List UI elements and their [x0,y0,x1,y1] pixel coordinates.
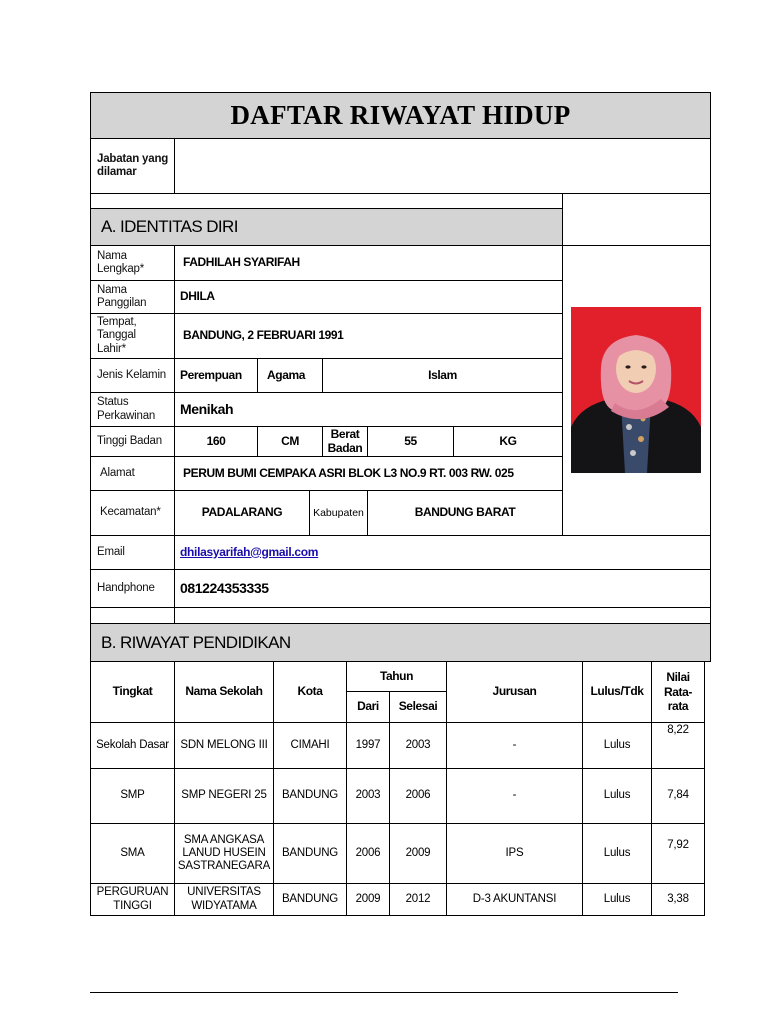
kecamatan-label: Kecamatan* [100,506,161,519]
row3-jurusan: IPS [505,846,524,859]
tinggi-value: 160 [206,433,226,448]
ttl-value: BANDUNG, 2 FEBRUARI 1991 [183,328,344,343]
th-nama-sekolah: Nama Sekolah [185,684,263,699]
agama-label: Agama [267,367,306,382]
nama-lengkap-label: Nama Lengkap* [97,249,144,275]
row1-dari: 1997 [355,738,381,751]
status-value: Menikah [180,401,234,418]
section-a-heading: A. IDENTITAS DIRI [101,217,238,237]
row3-kota: BANDUNG [281,846,339,859]
tinggi-label: Tinggi Badan [97,434,162,447]
row4-lulus: Lulus [603,892,631,905]
th-tahun: Tahun [379,668,414,683]
nama-panggilan-label: Nama Panggilan [97,283,147,309]
row3-dari: 2006 [355,846,381,859]
th-tingkat: Tingkat [112,684,153,699]
section-b-heading: B. RIWAYAT PENDIDIKAN [101,632,291,652]
row2-nilai: 7,84 [667,789,689,802]
status-label: Status Perkawinan [97,396,156,422]
row2-lulus: Lulus [603,789,631,802]
row3-tingkat: SMA [120,846,145,859]
nama-lengkap-value: FADHILAH SYARIFAH [183,255,300,270]
row1-tingkat: Sekolah Dasar [96,738,169,751]
page-title: DAFTAR RIWAYAT HIDUP [230,99,571,130]
th-lulus: Lulus/Tdk [590,684,644,699]
row3-selesai: 2009 [405,846,431,859]
alamat-label: Alamat [100,466,135,479]
row1-lulus: Lulus [603,738,631,751]
alamat-value: PERUM BUMI CEMPAKA ASRI BLOK L3 NO.9 RT. 003 RW. 025 [183,465,514,480]
row2-dari: 2003 [355,789,381,802]
kecamatan-value: PADALARANG [201,505,283,520]
th-kota: Kota [297,684,323,699]
row1-nilai: 8,22 [667,724,689,737]
row4-dari: 2009 [355,892,381,905]
jenis-kelamin-value: Perempuan [180,367,242,382]
footer-rule [90,992,678,993]
jenis-kelamin-label: Jenis Kelamin [97,368,166,381]
row1-selesai: 2003 [405,738,431,751]
th-jurusan: Jurusan [492,684,537,699]
berat-value: 55 [404,433,417,448]
row3-sekolah: SMA ANGKASA LANUD HUSEIN SASTRANEGARA [177,833,271,873]
th-nilai: Nilai Rata-rata [663,670,692,714]
nama-panggilan-value: DHILA [180,289,215,304]
row3-lulus: Lulus [603,846,631,859]
email-value-cell [180,536,560,569]
agama-value: Islam [428,367,457,382]
berat-unit: KG [499,433,517,448]
row2-jurusan: - [512,789,517,802]
row1-jurusan: - [512,738,517,751]
handphone-label: Handphone [97,581,155,594]
row3-nilai: 7,92 [667,839,689,852]
profile-photo [571,307,701,473]
th-dari: Dari [357,699,379,714]
row4-jurusan: D-3 AKUNTANSI [472,892,557,905]
jabatan-value [180,139,700,193]
row1-kota: CIMAHI [290,738,330,751]
row4-nilai: 3,38 [667,892,689,905]
email-label: Email [97,545,125,558]
row4-kota: BANDUNG [281,892,339,905]
row4-sekolah: UNIVERSITAS WIDYATAMA [187,886,261,912]
row2-kota: BANDUNG [281,789,339,802]
berat-label: Berat Badan [327,426,363,455]
jabatan-label: Jabatan yang dilamar [97,152,169,178]
profile-photo-image [571,307,701,473]
th-selesai: Selesai [398,699,438,714]
email-link[interactable]: dhilasyarifah@gmail.com [180,544,319,559]
row2-tingkat: SMP [120,789,145,802]
ttl-label: Tempat, Tanggal Lahir* [97,316,137,355]
tinggi-unit: CM [281,433,299,448]
row2-sekolah: SMP NEGERI 25 [181,789,267,802]
row4-tingkat: PERGURUAN TINGGI [96,886,169,912]
kabupaten-label: Kabupaten [313,506,364,519]
row1-sekolah: SDN MELONG III [180,738,268,751]
kabupaten-value: BANDUNG BARAT [414,505,516,520]
handphone-value: 081224353335 [180,580,269,597]
row4-selesai: 2012 [405,892,431,905]
row2-selesai: 2006 [405,789,431,802]
